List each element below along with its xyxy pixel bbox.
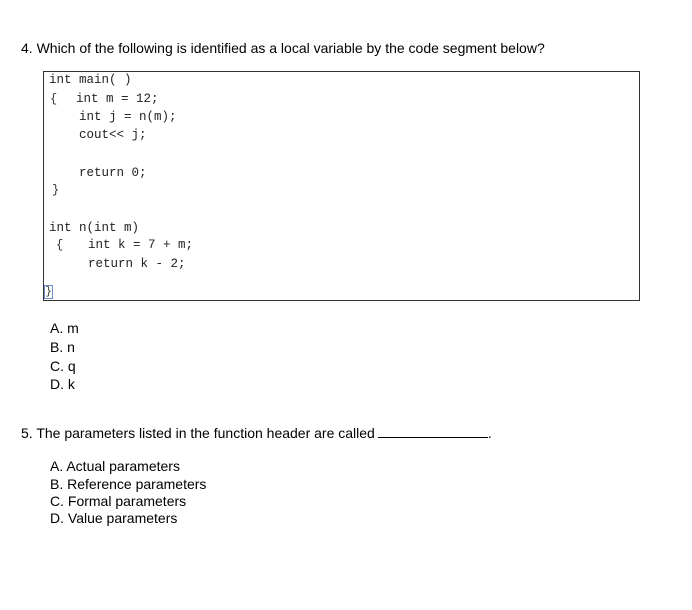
- code-main-line-2: int j = n(m);: [79, 110, 177, 124]
- code-n-open-brace: {: [56, 238, 64, 252]
- q4-option-c: C. q: [50, 358, 76, 374]
- question-4-text: 4. Which of the following is identified as a local variable by the code segment below?: [21, 40, 545, 56]
- question-5-text: [21, 425, 492, 441]
- code-n-line-2: return k - 2;: [88, 257, 186, 271]
- code-main-line-1: int m = 12;: [76, 92, 159, 106]
- q4-option-a: A. m: [50, 320, 79, 336]
- code-main-open-brace: {: [50, 92, 58, 106]
- code-n-line-1: int k = 7 + m;: [88, 238, 194, 252]
- code-main-return: return 0;: [79, 166, 147, 180]
- code-n-signature: int n(int m): [49, 221, 140, 235]
- q5-option-d: D. Value parameters: [50, 510, 178, 526]
- code-main-signature: int main( ): [49, 73, 132, 87]
- q4-option-b: B. n: [50, 339, 75, 355]
- q5-option-a: A. Actual parameters: [50, 458, 180, 474]
- code-main-close-brace: }: [52, 183, 60, 197]
- code-segment-box: [43, 71, 640, 301]
- code-n-close-brace: }: [45, 286, 52, 298]
- question-5-end: .: [487, 425, 492, 441]
- code-main-line-3: cout<< j;: [79, 128, 147, 142]
- question-5-stem: 5. The parameters listed in the function header are called: [21, 425, 375, 441]
- q5-option-b: B. Reference parameters: [50, 476, 207, 492]
- q4-option-d: D. k: [50, 376, 75, 392]
- answer-blank: [378, 425, 488, 438]
- q5-option-c: C. Formal parameters: [50, 493, 187, 509]
